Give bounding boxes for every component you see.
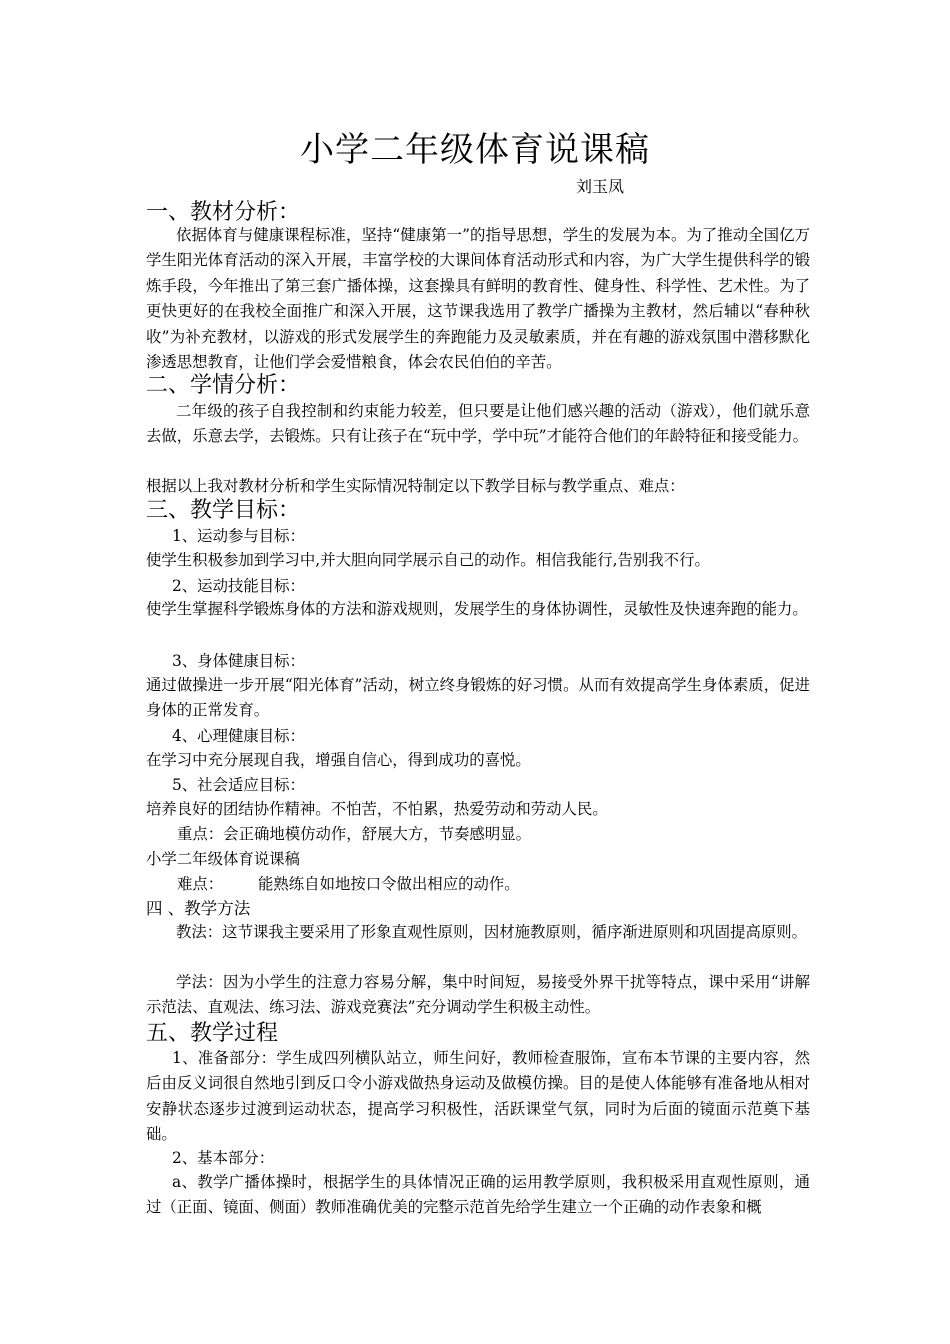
section-heading-teaching-process: 五、教学过程 <box>146 1021 279 1046</box>
goal-label: 1、运动参与目标： <box>172 527 305 545</box>
goal-label: 3、身体健康目标： <box>172 652 305 670</box>
basic-part-label: 2、基本部分： <box>172 1149 275 1167</box>
learning-method-text: 学法：因为小学生的注意力容易分解，集中时间短，易接受外界干扰等特点，课中采用“讲解示范法、直观法、练习法、游戏竞赛法”充分调动学生积极主动性。 <box>146 973 810 1017</box>
section-heading-teaching-methods: 四 、教学方法 <box>146 899 251 918</box>
section-heading-teaching-goals: 三、教学目标： <box>146 498 301 523</box>
goal-text: 使学生积极参加到学习中,并大胆向同学展示自己的动作。相信我能行,告别我不行。 <box>146 551 710 569</box>
goal-text: 通过做操进一步开展“阳光体育”活动，树立终身锻炼的好习惯。从而有效提高学生身体素质，促进身体的正常发育。 <box>146 676 810 720</box>
goal-label: 5、社会适应目标： <box>172 776 305 794</box>
teaching-method-text: 教法：这节课我主要采用了形象直观性原则，因材施教原则，循序渐进原则和巩固提高原则。 <box>176 923 808 941</box>
summary-text: 根据以上我对教材分析和学生实际情况特制定以下教学目标与教学重点、难点： <box>146 477 685 495</box>
goal-label: 4、心理健康目标： <box>172 727 305 745</box>
goal-text: 使学生掌握科学锻炼身体的方法和游戏规则，发展学生的身体协调性，灵敏性及快速奔跑的能力。 <box>146 600 808 618</box>
preparation-part-text: 1、准备部分：学生成四列横队站立，师生问好，教师检查服饰，宣布本节课的主要内容，然后由反义词很自然地引到反口令小游戏做热身运动及做模仿操。目的是使人体能够有准备地从相对安静状态逐步过渡到运动状态，提高学习积极性，活跃课堂气氛，同时为后面的镜面示范奠下基础。 <box>146 1049 810 1144</box>
basic-part-a-text: a、教学广播体操时，根据学生的具体情况正确的运用教学原则，我积极采用直观性原则，通过（正面、镜面、侧面）教师准确优美的完整示范首先给学生建立一个正确的动作表象和概 <box>146 1173 810 1217</box>
student-analysis-text: 二年级的孩子自我控制和约束能力较差，但只要是让他们感兴趣的活动（游戏），他们就乐意去做，乐意去学，去锻炼。只有让孩子在“玩中学，学中玩”才能符合他们的年龄特征和接受能力。 <box>146 402 810 446</box>
document-title: 小学二年级体育说课稿 <box>300 130 650 170</box>
goal-text: 培养良好的团结协作精神。不怕苦，不怕累，热爱劳动和劳动人民。 <box>146 800 608 818</box>
author-name: 刘玉凤 <box>576 177 625 196</box>
key-point-text: 重点：会正确地模仿动作，舒展大方，节奏感明显。 <box>177 825 531 843</box>
section-heading-student-analysis: 二、学情分析： <box>146 373 301 398</box>
running-title: 小学二年级体育说课稿 <box>146 850 300 868</box>
difficulty-label: 难点： <box>177 875 224 893</box>
difficulty-text: 能熟练自如地按口令做出相应的动作。 <box>258 875 520 893</box>
material-analysis-text: 依据体育与健康课程标准，坚持“健康第一”的指导思想，学生的发展为本。为了推动全国亿万学生阳光体育活动的深入开展，丰富学校的大课间体育活动形式和内容，为广大学生提供科学的锻炼手段，今年推出了第三套广播体操，这套操具有鲜明的教育性、健身性、科学性、艺术性。为了更快更好的在我校全面推广和深入开展，这节课我选用了教学广播操为主教材，然后辅以“春种秋收”为补充教材，以游戏的形式发展学生的奔跑能力及灵敏素质，并在有趣的游戏氛围中潜移默化渗透思想教育，让他们学会爱惜粮食，体会农民伯伯的辛苦。 <box>146 226 810 372</box>
goal-text: 在学习中充分展现自我，增强自信心，得到成功的喜悦。 <box>146 751 531 769</box>
section-heading-material-analysis: 一、教材分析： <box>146 200 301 225</box>
goal-label: 2、运动技能目标： <box>172 577 305 595</box>
